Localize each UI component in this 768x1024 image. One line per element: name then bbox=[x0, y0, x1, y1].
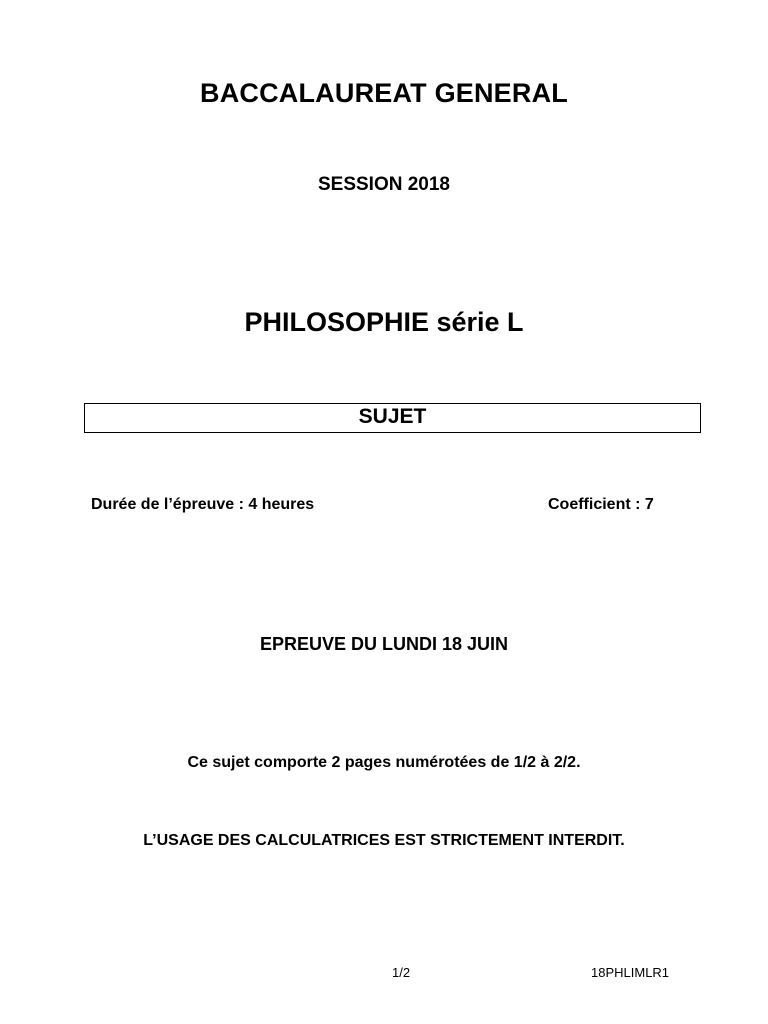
page-number: 1/2 bbox=[392, 965, 411, 980]
sujet-label: SUJET bbox=[358, 405, 427, 428]
exam-title: BACCALAUREAT GENERAL bbox=[200, 78, 568, 108]
exam-date: EPREUVE DU LUNDI 18 JUIN bbox=[259, 634, 509, 654]
session-label: SESSION 2018 bbox=[317, 174, 451, 195]
pages-note: Ce sujet comporte 2 pages numérotées de 1/2 à 2/2. bbox=[187, 754, 581, 771]
sujet-box bbox=[84, 403, 701, 433]
document-code: 18PHLIMLR1 bbox=[591, 965, 670, 980]
calculator-note: L’USAGE DES CALCULATRICES EST STRICTEMENT INTERDIT. bbox=[143, 832, 625, 849]
exam-duration: Durée de l’épreuve : 4 heures bbox=[91, 496, 315, 513]
exam-coefficient: Coefficient : 7 bbox=[548, 496, 654, 513]
subject-title: PHILOSOPHIE série L bbox=[244, 307, 524, 337]
